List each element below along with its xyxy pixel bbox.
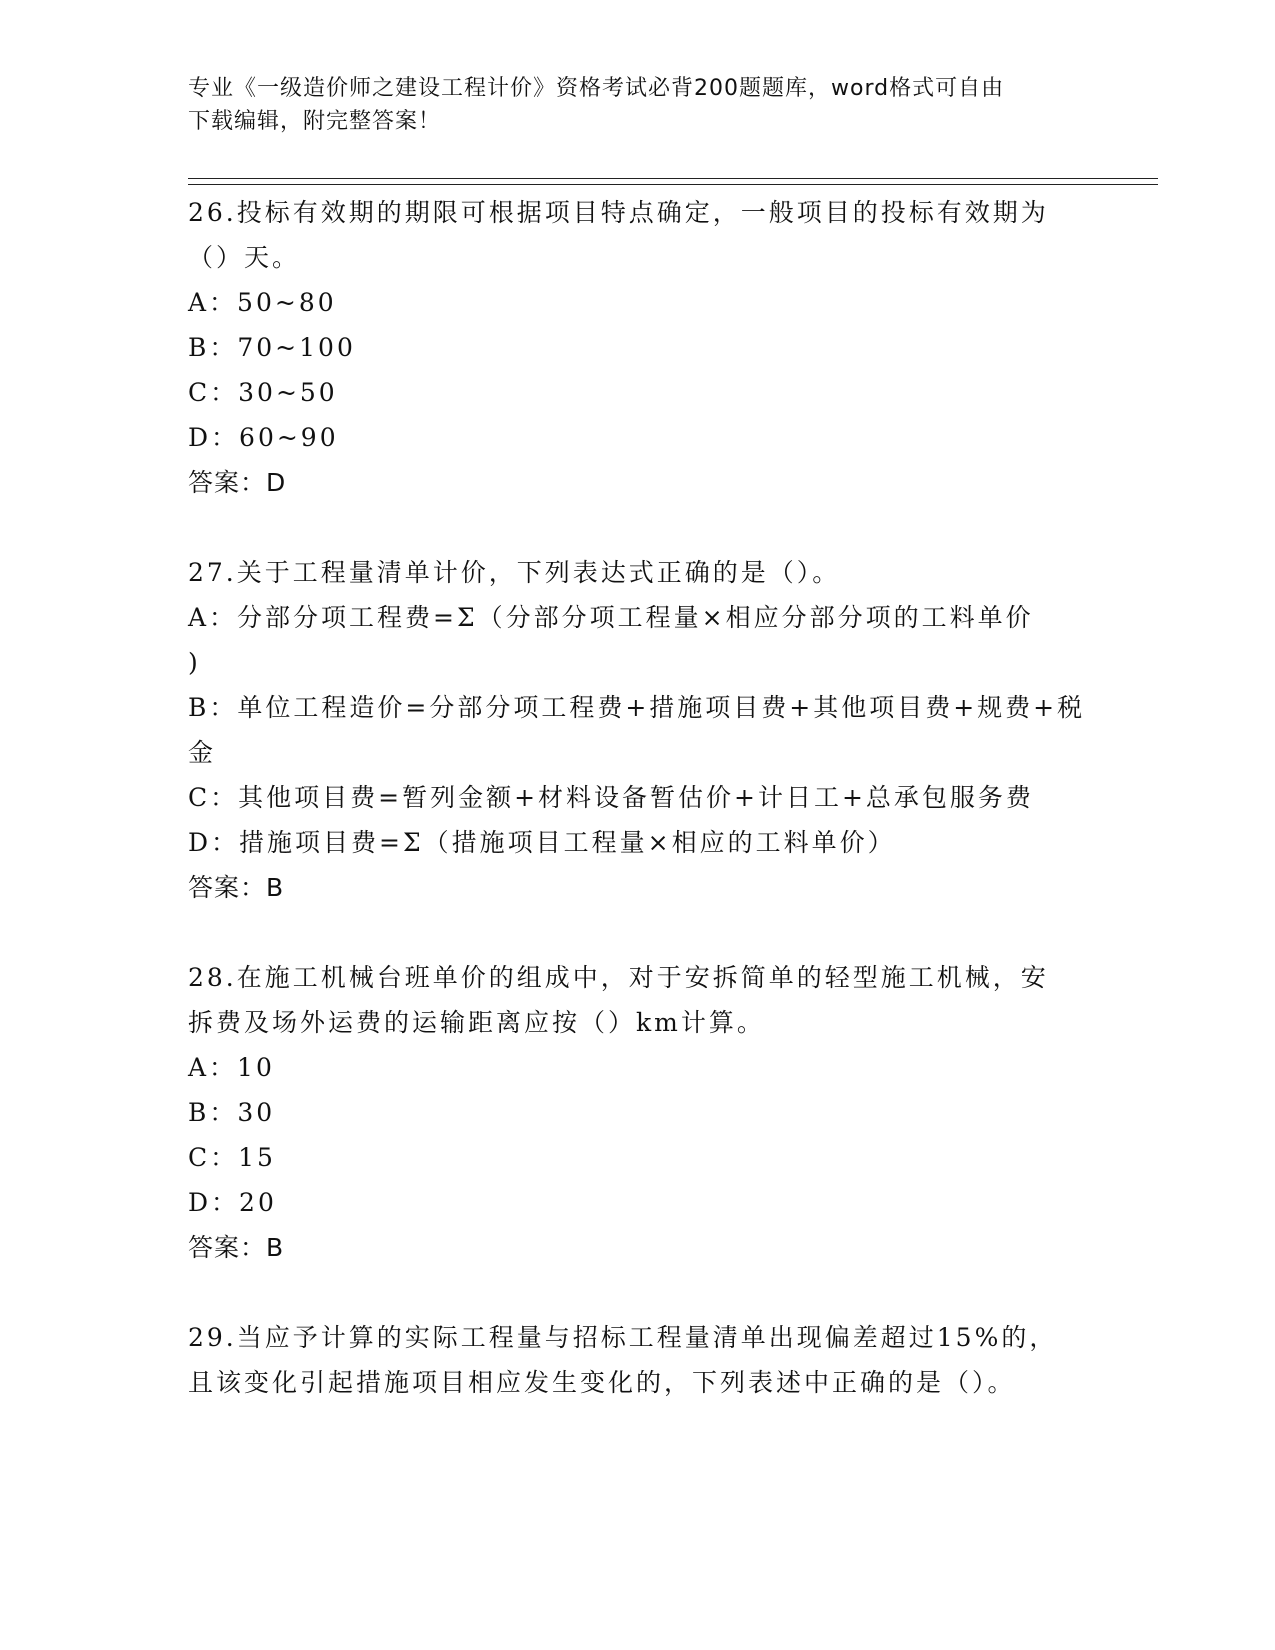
question-text: 29.当应予计算的实际工程量与招标工程量清单出现偏差超过15%的，: [188, 1323, 1058, 1352]
question-text: （）天。: [188, 243, 301, 272]
question-block: [188, 955, 1088, 1270]
answer-option: D：20: [188, 1188, 277, 1217]
question-text: 26.投标有效期的期限可根据项目特点确定，一般项目的投标有效期为: [188, 198, 1049, 227]
answer-key: 答案：B: [188, 873, 285, 902]
answer-option: B：70~100: [188, 333, 356, 362]
header-line-1: 专业《一级造价师之建设工程计价》资格考试必背200题题库，word格式可自由: [188, 76, 1005, 101]
answer-option: B：单位工程造价=分部分项工程费+措施项目费+其他项目费+规费+税: [188, 693, 1086, 722]
question-text: 28.在施工机械台班单价的组成中，对于安拆简单的轻型施工机械，安: [188, 963, 1049, 992]
answer-option: A：50~80: [188, 288, 337, 317]
header-divider-top: [188, 178, 1158, 179]
question-text: 且该变化引起措施项目相应发生变化的，下列表述中正确的是（）。: [188, 1368, 1016, 1397]
answer-key: 答案：B: [188, 1233, 285, 1262]
header-line-2: 下载编辑，附完整答案！: [188, 109, 442, 134]
question-block: [188, 190, 1088, 505]
answer-option: A：分部分项工程费=Σ（分部分项工程量×相应分部分项的工料单价: [188, 603, 1034, 632]
header-divider-bottom: [188, 184, 1158, 185]
answer-option: D：措施项目费=Σ（措施项目工程量×相应的工料单价）: [188, 828, 896, 857]
answer-option: C：其他项目费=暂列金额+材料设备暂估价+计日工+总承包服务费: [188, 783, 1034, 812]
answer-option: A：10: [188, 1053, 275, 1082]
answer-option: ): [188, 648, 201, 677]
question-block: [188, 550, 1088, 910]
document-header: [188, 72, 1088, 138]
answer-key: 答案：D: [188, 468, 287, 497]
answer-option: C：15: [188, 1143, 276, 1172]
question-list: [188, 190, 1088, 1405]
answer-option: B：30: [188, 1098, 276, 1127]
answer-option: D：60~90: [188, 423, 339, 452]
question-text: 27.关于工程量清单计价，下列表达式正确的是（）。: [188, 558, 841, 587]
answer-option: 金: [188, 738, 217, 767]
question-text: 拆费及场外运费的运输距离应按（）km计算。: [188, 1008, 765, 1037]
answer-option: C：30~50: [188, 378, 338, 407]
question-block: [188, 1315, 1088, 1405]
